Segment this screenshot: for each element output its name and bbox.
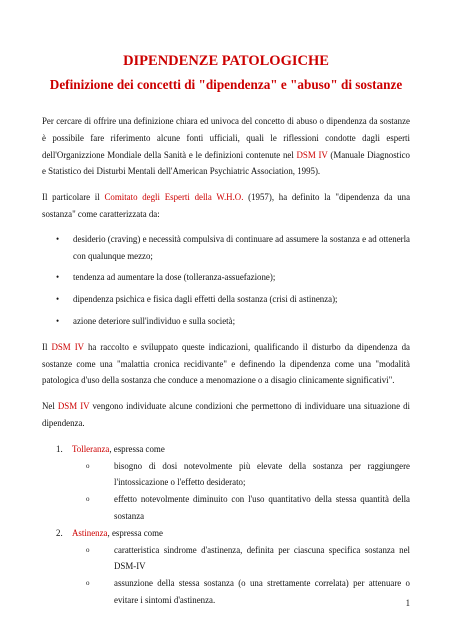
bullet-icon: • — [56, 233, 60, 244]
circle-bullet-icon: o — [86, 461, 90, 470]
dsm-iv-link[interactable]: DSM IV — [51, 341, 84, 352]
sub-list-item-text: effetto notevolmente diminuito con l'uso quantitativo della stessa quantità della sostanza — [114, 494, 410, 521]
list-number: 2. — [56, 527, 63, 538]
paragraph-intro — [42, 113, 410, 180]
paragraph-dsm — [42, 339, 410, 389]
list-item-text: azione deteriore sull'individuo e sulla società; — [73, 315, 236, 326]
sub-list — [72, 542, 410, 609]
document-subtitle: Definizione dei concetti di "dipendenza" e "abuso" di sostanze — [49, 77, 403, 92]
bullet-icon: • — [56, 315, 60, 326]
astinenza-link[interactable]: Astinenza — [72, 527, 108, 538]
paragraph-text: Il particolare il — [42, 192, 105, 203]
list-item — [42, 231, 410, 265]
document-title: DIPENDENZE PATOLOGICHE — [123, 53, 329, 69]
sub-list-item — [42, 491, 410, 525]
list-item-astinenza — [42, 525, 410, 609]
bullet-icon: • — [56, 294, 60, 305]
list-item-text: desiderio (craving) e necessità compulsiva di continuare ad assumere la sostanza e ad ottenerla con qualunque mezzo; — [73, 233, 410, 261]
list-item-tolleranza — [42, 441, 410, 525]
page-number: 1 — [405, 598, 410, 608]
paragraph-text: ha raccolto e sviluppato queste indicazioni, qualificando il disturbo da dipendenza da sostanze come una "malattia cronica recidivante" e definendo la dipendenza come una "modalità patologica d'uso della sostanza che conduce a menomazione o a disagio clinicamente significativi". — [42, 341, 410, 386]
sub-list-item — [42, 458, 410, 492]
paragraph-text: (1957), ha definito la "dipendenza da una sostanza" come caratterizzata da: — [42, 192, 411, 219]
tolleranza-link[interactable]: Tolleranza — [72, 443, 110, 454]
paragraph-conditions — [42, 398, 410, 432]
bullet-icon: • — [56, 272, 60, 283]
paragraph-text: (Manuale Diagnostico e Statistico dei Disturbi Mentali dell'American Psychiatric Association, 1995). — [42, 149, 410, 177]
sub-list-item — [42, 575, 410, 609]
sub-list-item — [42, 542, 410, 576]
dsm-iv-link[interactable]: DSM IV — [57, 401, 90, 412]
list-item — [42, 269, 410, 286]
paragraph-text: Nel — [42, 401, 58, 412]
circle-bullet-icon: o — [86, 545, 90, 554]
paragraph-text: vengono individuate alcune condizioni che permettono di individuare una situazione di dipendenza. — [42, 401, 410, 428]
list-item-text: tendenza ad aumentare la dose (tolleranza-assuefazione); — [73, 272, 276, 283]
list-item — [42, 313, 410, 330]
paragraph-text: Per cercare di offrire una definizione chiara ed univoca del concetto di abuso o dipendenza da sostanze è possibile fare riferimento alcune fonti ufficiali, quali le riflessioni condotte dagli esperti dell'Organizzione Mondiale della Sanità e le definizioni contenute nel — [42, 116, 410, 160]
list-item — [42, 291, 410, 308]
sub-list-item-text: caratteristica sindrome d'astinenza, definita per ciascuna specifica sostanza nel DSM-IV — [114, 544, 410, 572]
criteria-bullet-list — [42, 231, 410, 330]
dsm-iv-link[interactable]: DSM IV — [296, 149, 328, 160]
paragraph-who — [42, 189, 410, 223]
sub-list-item-text: assunzione della stessa sostanza (o una strettamente correlata) per attenuare o evitare i sintomi d'astinenza. — [114, 578, 410, 605]
circle-bullet-icon: o — [86, 579, 90, 588]
list-item-text: , espressa come — [109, 443, 165, 454]
list-number: 1. — [56, 443, 63, 454]
list-item-text: dipendenza psichica e fisica dagli effetti della sostanza (crisi di astinenza); — [73, 294, 338, 305]
sub-list — [72, 458, 410, 525]
who-committee-link[interactable]: Comitato degli Esperti della W.H.O. — [104, 192, 244, 203]
list-item-text: , espressa come — [107, 527, 163, 538]
circle-bullet-icon: o — [86, 495, 90, 504]
conditions-numbered-list — [42, 441, 410, 609]
sub-list-item-text: bisogno di dosi notevolmente più elevate della sostanza per raggiungere l'intossicazione o l'effetto desiderato; — [114, 460, 410, 488]
paragraph-text: Il — [42, 341, 52, 352]
